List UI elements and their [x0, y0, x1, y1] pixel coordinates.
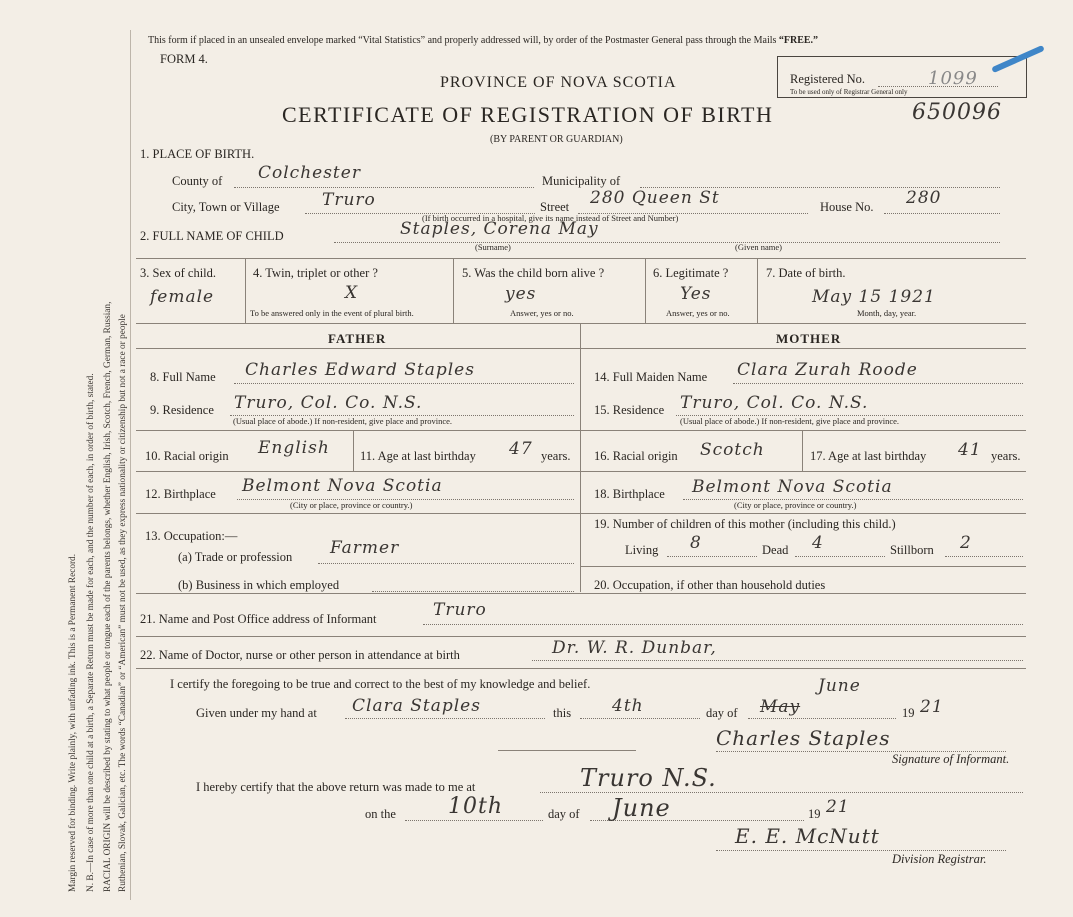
margin-text-4: Ruthenian, Slovak, Galician, etc. The words “Canadian” or “American” must not be used, as they express nationality or citizenship but not a race or people	[118, 314, 128, 892]
dead-value: 4	[812, 533, 824, 553]
mother-years-label: years.	[991, 449, 1021, 463]
given-name-note: (Given name)	[735, 242, 782, 252]
legitimate-value: Yes	[680, 284, 712, 304]
father-race-label: 10. Racial origin	[145, 449, 229, 463]
house-value: 280	[906, 188, 942, 208]
mother-children-label: 19. Number of children of this mother (including this child.)	[594, 517, 896, 531]
mother-name-label: 14. Full Maiden Name	[594, 370, 708, 384]
registrar-on-label: on the	[365, 807, 396, 821]
father-residence-note: (Usual place of abode.) If non-resident, give place and province.	[233, 416, 453, 426]
mother-birthplace-note: (City or place, province or country.)	[734, 500, 857, 510]
registrar-text: I hereby certify that the above return was made to me at	[196, 780, 476, 794]
registered-note: To be used only of Registrar General only	[790, 88, 908, 96]
child-name-value: Staples, Corena May	[400, 219, 599, 239]
father-race-value: English	[258, 438, 330, 458]
page-title: CERTIFICATE OF REGISTRATION OF BIRTH	[282, 102, 774, 127]
mother-age-value: 41	[958, 440, 982, 460]
city-value: Truro	[322, 190, 376, 210]
certify-year-prefix: 19	[902, 706, 915, 720]
father-birthplace-value: Belmont Nova Scotia	[242, 476, 443, 496]
living-value: 8	[690, 533, 702, 553]
county-label: County of	[172, 174, 223, 188]
registration-number-written: 650096	[912, 100, 1002, 125]
place-of-birth-heading: 1. PLACE OF BIRTH.	[140, 147, 255, 161]
margin-text-3: RACIAL ORIGIN will be described by stating to what people or tongue each of the parents belongs, whether English, Irish, Scotch, French, German, Russian,	[103, 301, 113, 892]
twin-value: X	[345, 283, 359, 303]
father-heading: FATHER	[328, 331, 387, 346]
father-residence-label: 9. Residence	[150, 403, 214, 417]
father-birthplace-label: 12. Birthplace	[145, 487, 216, 501]
dob-note: Month, day, year.	[857, 308, 917, 318]
certify-day-value: 4th	[612, 696, 644, 716]
father-name-label: 8. Full Name	[150, 370, 216, 384]
legitimate-label: 6. Legitimate ?	[653, 266, 729, 280]
mother-occupation-label: 20. Occupation, if other than household duties	[594, 578, 826, 592]
father-business-label: (b) Business in which employed	[178, 578, 340, 592]
certify-year-value: 21	[920, 697, 944, 717]
this-label: this	[553, 706, 572, 720]
registrar-month-value: June	[612, 794, 671, 822]
mother-heading: MOTHER	[776, 331, 842, 346]
mother-race-label: 16. Racial origin	[594, 449, 678, 463]
registered-number: 1099	[928, 68, 978, 89]
mother-birthplace-label: 18. Birthplace	[594, 487, 665, 501]
sex-value: female	[150, 287, 215, 307]
father-trade-label: (a) Trade or profession	[178, 550, 293, 564]
father-name-value: Charles Edward Staples	[245, 360, 475, 380]
informant-signature: Charles Staples	[716, 726, 891, 750]
hospital-note: (If birth occurred in a hospital, give its name instead of Street and Number)	[422, 213, 679, 223]
registrar-year-prefix: 19	[808, 807, 821, 821]
province-heading: PROVINCE OF NOVA SCOTIA	[440, 74, 677, 91]
doctor-value: Dr. W. R. Dunbar,	[552, 638, 717, 658]
father-birthplace-note: (City or place, province or country.)	[290, 500, 413, 510]
given-label: Given under my hand at	[196, 706, 317, 720]
registered-label: Registered No.	[790, 72, 865, 86]
sex-label: 3. Sex of child.	[140, 266, 217, 280]
dob-value: May 15 1921	[812, 287, 936, 307]
mother-residence-note: (Usual place of abode.) If non-resident, give place and province.	[680, 416, 900, 426]
registrar-dayof-label: day of	[548, 807, 580, 821]
informant-signature-label: Signature of Informant.	[892, 752, 1010, 766]
registrar-year-value: 21	[826, 797, 850, 817]
doctor-label: 22. Name of Doctor, nurse or other person in attendance at birth	[140, 648, 460, 662]
informant-value: Truro	[433, 600, 487, 620]
certify-text: I certify the foregoing to be true and correct to the best of my knowledge and belief.	[170, 677, 591, 691]
legitimate-note: Answer, yes or no.	[666, 308, 730, 318]
dead-label: Dead	[762, 543, 789, 557]
surname-note: (Surname)	[475, 242, 511, 252]
municipality-label: Municipality of	[542, 174, 621, 188]
certify-dayof-label: day of	[706, 706, 738, 720]
mother-residence-label: 15. Residence	[594, 403, 665, 417]
certify-month-struck: May	[760, 697, 801, 717]
father-years-label: years.	[541, 449, 571, 463]
given-value: Clara Staples	[352, 696, 481, 716]
mother-birthplace-value: Belmont Nova Scotia	[692, 477, 893, 497]
dob-label: 7. Date of birth.	[766, 266, 846, 280]
twin-label: 4. Twin, triplet or other ?	[253, 266, 378, 280]
stillborn-label: Stillborn	[890, 543, 934, 557]
house-label: House No.	[820, 200, 874, 214]
registrar-signature: E. E. McNutt	[735, 824, 880, 848]
street-label: Street	[540, 200, 570, 214]
alive-note: Answer, yes or no.	[510, 308, 574, 318]
subtitle: (BY PARENT OR GUARDIAN)	[490, 134, 623, 145]
margin-text-1: Margin reserved for binding. Write plainly, with unfading ink. This is a Permanent Record.	[68, 553, 78, 892]
mother-age-label: 17. Age at last birthday	[810, 449, 927, 463]
county-value: Colchester	[258, 163, 361, 183]
father-occupation-label: 13. Occupation:—	[145, 529, 238, 543]
alive-value: yes	[505, 284, 537, 304]
mother-name-value: Clara Zurah Roode	[737, 360, 918, 380]
city-label: City, Town or Village	[172, 200, 280, 214]
mother-residence-value: Truro, Col. Co. N.S.	[680, 393, 869, 413]
twin-note: To be answered only in the event of plural birth.	[250, 308, 414, 318]
postal-notice: This form if placed in an unsealed envelope marked “Vital Statistics” and properly addressed will, by order of the Postmaster General pass through the Mails “FREE.”	[148, 35, 819, 46]
father-trade-value: Farmer	[330, 538, 400, 558]
father-age-value: 47	[509, 439, 533, 459]
living-label: Living	[625, 543, 659, 557]
margin-text-2: N. B.—In case of more than one child at a birth, a Separate Return must be made for each, and the number of each, in order of birth, stated.	[86, 373, 96, 892]
registrar-day-value: 10th	[448, 794, 504, 819]
form-number: FORM 4.	[160, 52, 208, 66]
father-age-label: 11. Age at last birthday	[360, 449, 476, 463]
child-name-label: 2. FULL NAME OF CHILD	[140, 229, 284, 243]
informant-label: 21. Name and Post Office address of Informant	[140, 612, 377, 626]
street-value: 280 Queen St	[590, 188, 720, 208]
registrar-place-value: Truro N.S.	[580, 764, 717, 792]
registrar-signature-label: Division Registrar.	[892, 852, 987, 866]
alive-label: 5. Was the child born alive ?	[462, 266, 605, 280]
mother-race-value: Scotch	[700, 440, 765, 460]
stillborn-value: 2	[960, 533, 972, 553]
father-residence-value: Truro, Col. Co. N.S.	[234, 393, 423, 413]
certify-month-value: June	[818, 676, 861, 696]
